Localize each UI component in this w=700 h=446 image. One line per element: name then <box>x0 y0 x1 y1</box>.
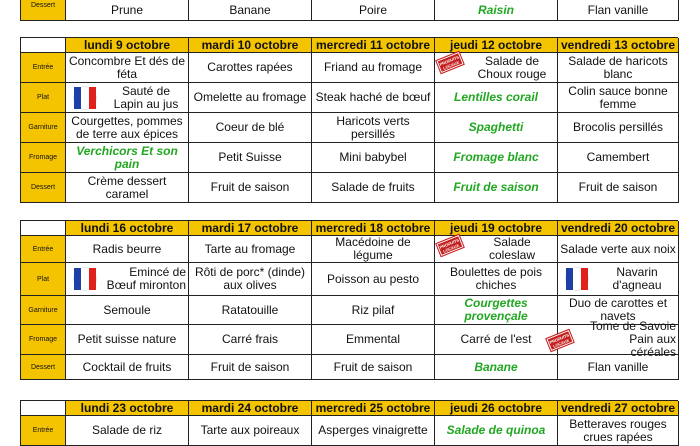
menu-cell: Fruit de saison <box>558 173 679 203</box>
menu-cell: Courgettes provençale <box>435 296 558 325</box>
menu-cell: Poire <box>312 0 435 21</box>
menu-cell: Boulettes de pois chiches <box>435 263 558 296</box>
local-products-stamp-icon: PRODUITS LOCAUX <box>436 52 463 73</box>
menu-cell: Spaghetti <box>435 113 558 143</box>
menu-cell: Omelette au fromage <box>189 83 312 113</box>
menu-cell: Fruit de saison <box>312 355 435 380</box>
menu-cell-text: Salade de Choux rouge <box>477 53 547 81</box>
menu-cell: Macédoine de légume <box>312 236 435 263</box>
row-label-dessert: Dessert <box>21 355 66 380</box>
row-label-dessert: Dessert <box>21 173 66 203</box>
menu-table-week-oct-9 <box>20 37 678 203</box>
menu-cell: Cocktail de fruits <box>66 355 189 380</box>
menu-cell: Petit Suisse <box>189 143 312 173</box>
row-label-fromage: Fromage <box>21 325 66 355</box>
day-header: lundi 23 octobre <box>66 401 189 416</box>
menu-cell: Rôti de porc* (dinde) aux olives <box>189 263 312 296</box>
menu-cell-local <box>435 236 558 263</box>
french-flag-icon <box>74 87 96 109</box>
day-header: vendredi 27 octobre <box>558 401 679 416</box>
menu-cell: Salade de haricots blanc <box>558 53 679 83</box>
menu-table-week-oct-16 <box>20 220 678 380</box>
row-label-fromage: Fromage <box>21 143 66 173</box>
menu-cell: Betteraves rouges crues rapées <box>558 416 679 446</box>
menu-cell: Carottes rapées <box>189 53 312 83</box>
row-label-garniture: Garniture <box>21 113 66 143</box>
menu-cell-text: Sauté de Lapin au jus <box>113 83 179 111</box>
row-label-entree: Entrée <box>21 53 66 83</box>
menu-cell: Duo de carottes et navets <box>558 296 679 325</box>
menu-cell: Carré de l'est <box>435 325 558 355</box>
menu-cell: Coeur de blé <box>189 113 312 143</box>
menu-cell: Colin sauce bonne femme <box>558 83 679 113</box>
day-header: mercredi 25 octobre <box>312 401 435 416</box>
menu-cell: Salade de fruits <box>312 173 435 203</box>
day-header: mercredi 18 octobre <box>312 221 435 236</box>
day-header: lundi 9 octobre <box>66 38 189 53</box>
menu-cell: Flan vanille <box>558 355 679 380</box>
menu-cell: Flan vanille <box>558 0 679 21</box>
header-blank <box>21 38 66 53</box>
menu-cell: Radis beurre <box>66 236 189 263</box>
day-header: mardi 17 octobre <box>189 221 312 236</box>
menu-cell-text: Tome de Savoie Pain aux céréales <box>589 319 676 359</box>
day-header: mardi 24 octobre <box>189 401 312 416</box>
menu-cell: Courgettes, pommes de terre aux épices <box>66 113 189 143</box>
menu-cell: Crème dessert caramel <box>66 173 189 203</box>
menu-cell: Lentilles corail <box>435 83 558 113</box>
menu-table-previous-week <box>20 0 678 21</box>
day-header: vendredi 13 octobre <box>558 38 679 53</box>
menu-cell: Ratatouille <box>189 296 312 325</box>
menu-cell-french <box>66 83 189 113</box>
day-header: jeudi 19 octobre <box>435 221 558 236</box>
day-header: lundi 16 octobre <box>66 221 189 236</box>
menu-cell: Concombre Et dés de féta <box>66 53 189 83</box>
row-label-entree: Entrée <box>21 416 66 446</box>
menu-cell: Fromage blanc <box>435 143 558 173</box>
menu-cell: Friand au fromage <box>312 53 435 83</box>
menu-cell-text: Emincé de Bœuf mironton <box>106 265 186 292</box>
day-header: jeudi 12 octobre <box>435 38 558 53</box>
menu-cell: Prune <box>66 0 189 21</box>
french-flag-icon <box>566 268 588 290</box>
menu-cell: Salade de quinoa <box>435 416 558 446</box>
menu-cell: Mini babybel <box>312 143 435 173</box>
row-label-plat: Plat <box>21 83 66 113</box>
menu-cell: Banane <box>435 355 558 380</box>
day-header: mardi 10 octobre <box>189 38 312 53</box>
header-blank <box>21 221 66 236</box>
menu-cell: Fruit de saison <box>189 173 312 203</box>
menu-cell: Haricots verts persillés <box>312 113 435 143</box>
menu-cell: Salade de riz <box>66 416 189 446</box>
menu-cell-french <box>558 263 679 296</box>
menu-cell-local <box>548 319 679 359</box>
row-label-dessert: Dessert <box>21 0 66 21</box>
menu-cell: Carré frais <box>189 325 312 355</box>
menu-cell: Semoule <box>66 296 189 325</box>
menu-cell: Petit suisse nature <box>66 325 189 355</box>
day-header: vendredi 20 octobre <box>558 221 679 236</box>
menu-cell: Emmental <box>312 325 435 355</box>
menu-cell: Poisson au pesto <box>312 263 435 296</box>
row-label-garniture: Garniture <box>21 296 66 325</box>
menu-table-week-oct-23 <box>20 400 678 446</box>
menu-cell: Brocolis persillés <box>558 113 679 143</box>
menu-cell: Tarte aux poireaux <box>189 416 312 446</box>
local-products-stamp-icon: PRODUITS LOCAUX <box>436 235 463 256</box>
menu-cell: Riz pilaf <box>312 296 435 325</box>
menu-cell: Banane <box>189 0 312 21</box>
menu-cell: Fruit de saison <box>435 173 558 203</box>
menu-cell: Salade verte aux noix <box>558 236 679 263</box>
menu-cell: Camembert <box>558 143 679 173</box>
menu-cell-local <box>435 53 558 83</box>
menu-cell: Raisin <box>435 0 558 21</box>
menu-cell: Tarte au fromage <box>189 236 312 263</box>
french-flag-icon <box>74 268 96 290</box>
header-blank <box>21 401 66 416</box>
menu-cell-french <box>66 263 189 296</box>
menu-cell: Steak haché de bœuf <box>312 83 435 113</box>
menu-cell: Asperges vinaigrette <box>312 416 435 446</box>
menu-cell-text: Salade coleslaw <box>488 235 536 262</box>
local-products-stamp-icon: PRODUITS LOCAUX <box>546 330 573 351</box>
row-label-entree: Entrée <box>21 236 66 263</box>
day-header: jeudi 26 octobre <box>435 401 558 416</box>
row-label-plat: Plat <box>21 263 66 296</box>
menu-cell: Fruit de saison <box>189 355 312 380</box>
day-header: mercredi 11 octobre <box>312 38 435 53</box>
menu-cell: Verchicors Et son pain <box>66 143 189 173</box>
menu-cell-text: Navarin d'agneau <box>612 265 662 292</box>
